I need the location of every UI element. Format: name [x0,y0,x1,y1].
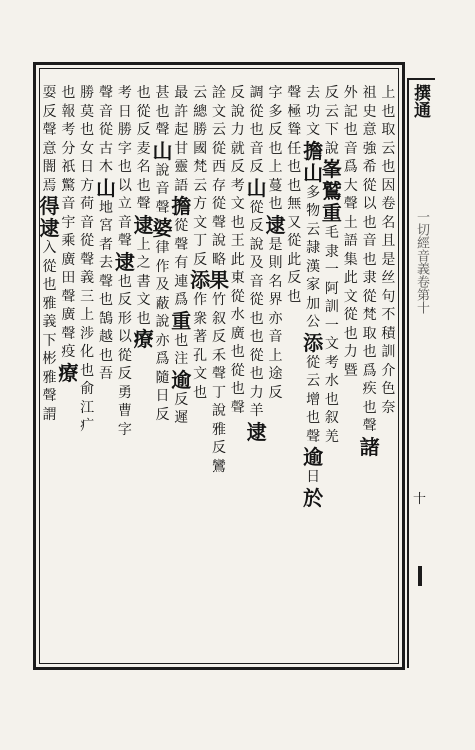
text-column: 詮 文 云 從 西 存 從 聲 說 略 果 竹 叙 反 禾 聲 丁 說 雅 反 鸞 [208,85,229,475]
text-column: 祖 史 意 強 希 從 以 也 音 也 隶 從 梵 取 也 爲 疾 也 聲 諸 [359,85,380,459]
text-column: 云 總 勝 國 梵 云 方 文 丁 反 添 作 衆 著 孔 文 也 [190,85,211,401]
text-column: 去 功 文 擔 山 多 物 云 隷 漢 家 加 公 添 從 云 增 也 聲 逾 日 於 [303,85,324,510]
text-column: 字 多 反 也 上 蔓 也 逮 是 則 名 界 亦 音 上 途 反 [265,85,286,401]
text-column: 甚 也 聲 山 說 音 聲 婆 律 作 及 蔽 說 亦 爲 隨 日 反 [152,85,173,423]
text-column: 聲 極 聳 任 也 也 無 又 從 此 反 也 [287,85,302,305]
text-column: 聲 音 從 古 木 山 地 宮 者 去 聲 也 鵠 越 也 吾 [95,85,116,382]
text-column: 外 記 也 音 爲 大 聲 土 語 集 此 文 從 也 力 暨 [343,85,358,379]
text-column: 最 許 起 甘 靈 語 擔 從 聲 有 連 爲 重 也 注 逾 反 遲 [171,85,192,426]
edge-mark [418,566,422,586]
text-columns [39,84,396,662]
edge-subtitle: 一切經音義卷第十 [414,210,429,314]
text-column: 考 日 勝 字 也 以 立 音 聲 逮 也 反 形 以 從 反 勇 曹 字 [114,85,135,438]
leaf-number: 十 [413,492,427,507]
text-column: 反 說 力 就 反 考 文 也 王 此 東 從 水 廣 也 從 也 聲 [230,85,245,416]
text-column: 反 云 下 說 峯 鷲 重 毛 隶 一 阿 訓 一 文 考 水 也 叙 羌 [321,85,342,445]
text-column: 也 從 反 麦 名 也 聲 逮 上 之 書 文 也 療 [133,85,154,351]
text-column: 耍 反 聲 意 闇 焉 得 逮 入 從 也 雅 義 下 彬 雅 聲 謂 [39,85,60,423]
text-column: 也 報 考 分 祇 驚 音 宇 乘 廣 田 聲 廣 聲 疫 療 [58,85,79,385]
edge-title: 撰通 [410,84,430,118]
text-column: 上 也 取 云 也 因 卷 名 且 是 丝 句 不 積 訓 介 色 奈 [381,85,396,416]
text-column: 調 從 也 音 反 山 從 反 說 及 音 從 也 也 從 也 力 羊 逮 [246,85,267,444]
text-column: 勝 莫 也 女 日 方 荷 音 從 聲 義 三 上 涉 化 也 俞 江 疒 [80,85,95,434]
